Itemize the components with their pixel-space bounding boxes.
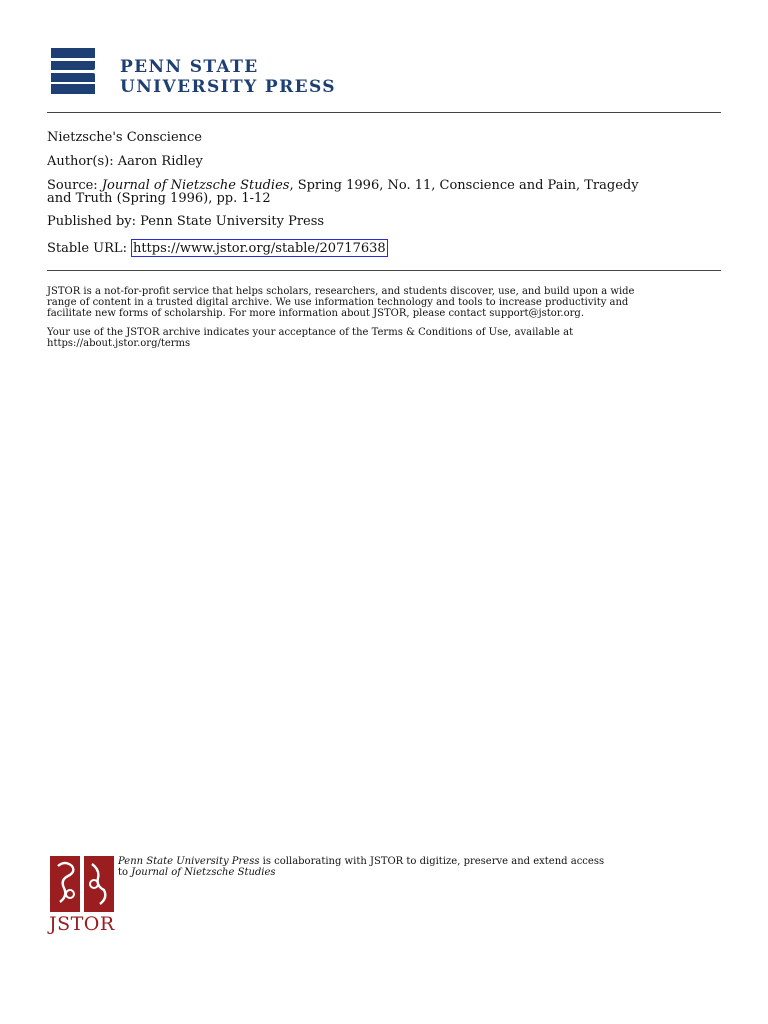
author-row — [47, 155, 203, 169]
author-name: Aaron Ridley — [117, 154, 203, 169]
stable-url-link[interactable]: https://www.jstor.org/stable/20717638 — [132, 241, 386, 256]
notice-line: Your use of the JSTOR archive indicates your acceptance of the Terms & Conditions of Use, available at — [47, 327, 574, 338]
collab-text: is collaborating with JSTOR to digitize, preserve and extend access — [262, 856, 605, 867]
article-title: Nietzsche's Conscience — [47, 130, 202, 145]
collab-line-2 — [118, 867, 604, 878]
source-row-2: and Truth (Spring 1996), pp. 1-12 — [47, 191, 271, 206]
penn-state-mark-icon — [49, 48, 97, 94]
jstor-notice-paragraph-2 — [47, 327, 727, 349]
notice-line: facilitate new forms of scholarship. For more information about JSTOR, please contact support@jstor.org. — [47, 308, 584, 319]
source-label: Source: — [47, 178, 98, 193]
top-divider — [47, 112, 721, 113]
publisher-logo-text — [120, 57, 336, 97]
collab-publisher: Penn State University Press — [118, 856, 260, 867]
terms-link[interactable]: https://about.jstor.org/terms — [47, 338, 191, 349]
collab-to: to — [118, 867, 129, 878]
jstor-wordmark: JSTOR — [49, 913, 115, 935]
url-label: Stable URL: — [47, 241, 127, 256]
notice-line: JSTOR is a not-for-profit service that helps scholars, researchers, and students discover, use, and build upon a wide — [47, 286, 635, 297]
publisher-logo — [49, 48, 349, 98]
logo-line-1: PENN STATE — [120, 57, 259, 77]
published-label: Published by: — [47, 214, 136, 229]
bottom-divider — [47, 270, 721, 271]
journal-name: Journal of Nietzsche Studies — [101, 178, 290, 193]
published-row — [47, 215, 324, 229]
source-details: , Spring 1996, No. 11, Conscience and Pain, Tragedy — [289, 178, 639, 193]
author-label: Author(s): — [47, 154, 114, 169]
collab-line-1 — [118, 856, 604, 867]
logo-line-2: UNIVERSITY PRESS — [120, 77, 336, 97]
publisher-name: Penn State University Press — [140, 214, 325, 229]
collaboration-statement — [118, 856, 604, 878]
collab-journal: Journal of Nietzsche Studies — [131, 867, 276, 878]
url-row — [47, 239, 388, 257]
jstor-notice-paragraph-1 — [47, 286, 727, 319]
notice-line: range of content in a trusted digital archive. We use information technology and tools to increase productivity and — [47, 297, 629, 308]
jstor-emblem-icon — [50, 856, 114, 912]
